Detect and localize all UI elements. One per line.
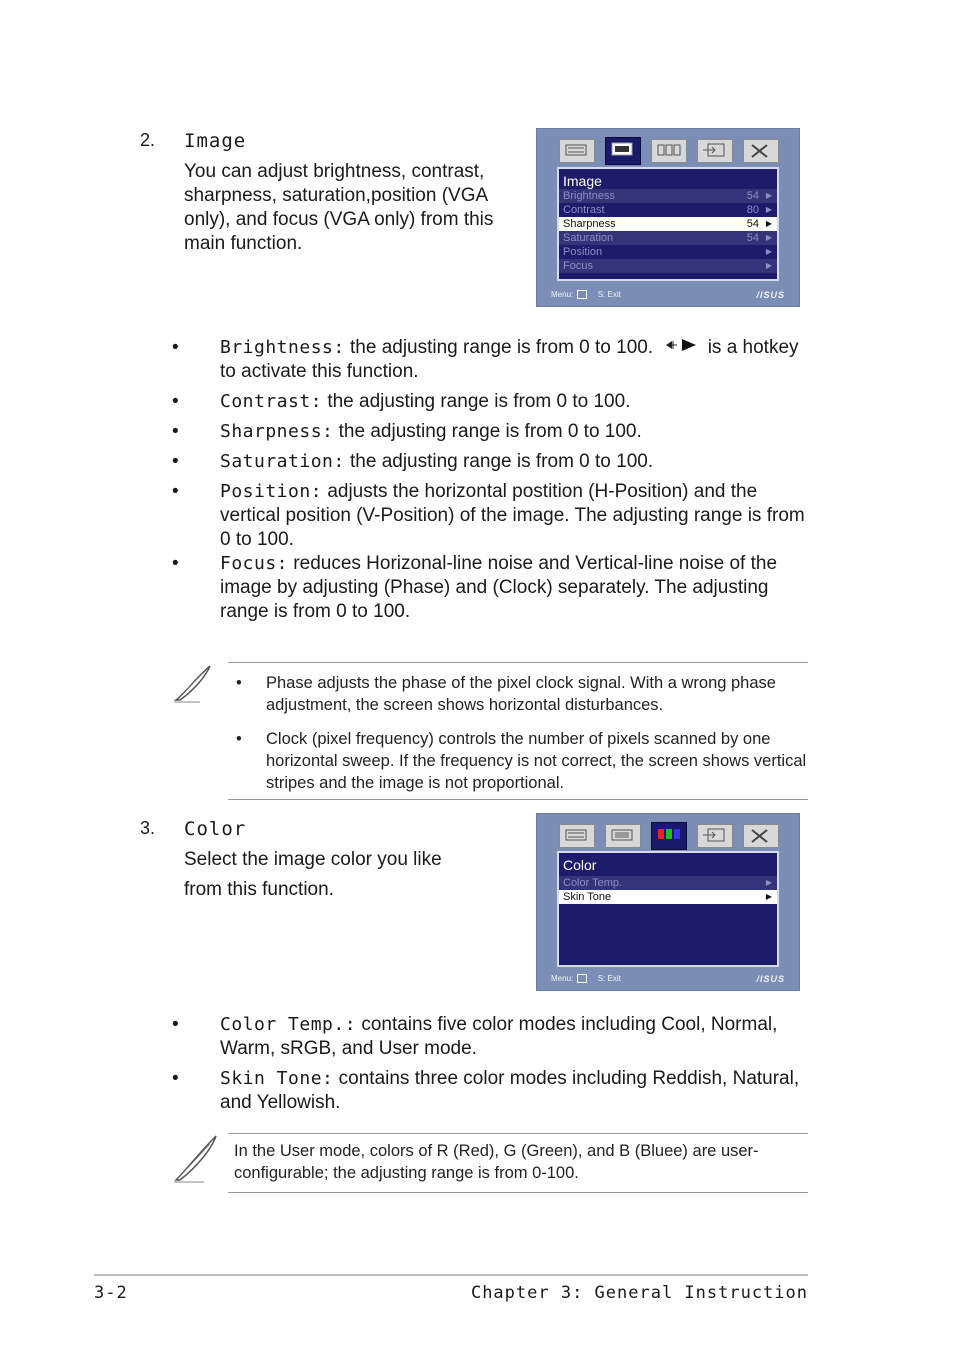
note-text: In the User mode, colors of R (Red), G (Green), and B (Bluee) are user-configurable; the adjusting range is from 0-100. bbox=[234, 1142, 759, 1182]
image-bullet-list bbox=[170, 336, 810, 630]
list-item bbox=[170, 552, 810, 624]
osd-footer-menu: Menu: bbox=[551, 974, 574, 983]
osd-row-value: 54 bbox=[746, 218, 759, 230]
note-text: Clock (pixel frequency) controls the number of pixels scanned by one horizontal sweep. If the frequency is not correct, the screen shows vertical stripes and the image is not proportional. bbox=[266, 730, 807, 792]
osd-row-label: Sharpness bbox=[563, 218, 616, 230]
arrow-right-icon: ▶ bbox=[765, 892, 772, 901]
arrow-right-icon: ▶ bbox=[765, 219, 772, 228]
image-osd-screenshot bbox=[536, 128, 800, 307]
tools-icon bbox=[743, 139, 779, 163]
brand-logo: /ISUS bbox=[756, 974, 785, 984]
osd-footer-menu: Menu: bbox=[551, 290, 574, 299]
rgb-icon bbox=[651, 139, 687, 163]
osd-tabs bbox=[547, 137, 789, 167]
list-item bbox=[170, 480, 810, 552]
osd-menu-title: Color bbox=[563, 857, 597, 873]
osd-menu-panel bbox=[557, 851, 779, 967]
osd-row-contrast bbox=[559, 203, 777, 217]
bullet-term: Saturation: bbox=[220, 451, 345, 473]
arrow-right-icon: ▶ bbox=[765, 205, 772, 214]
color-osd-screenshot bbox=[536, 813, 800, 991]
page-number: 3-2 bbox=[94, 1283, 128, 1303]
section-number: 2. bbox=[140, 130, 156, 150]
hotkey-arrow-icon bbox=[664, 336, 698, 360]
section-heading: Color bbox=[184, 818, 247, 840]
enter-icon bbox=[577, 290, 587, 299]
osd-row-value: 80 bbox=[746, 204, 759, 216]
osd-row-label: Brightness bbox=[563, 190, 615, 202]
osd-row-label: Focus bbox=[563, 260, 593, 272]
bullet: • bbox=[172, 1014, 179, 1035]
tools-icon bbox=[743, 824, 779, 848]
osd-footer bbox=[551, 290, 785, 302]
osd-row-position bbox=[559, 245, 777, 259]
osd-menu-panel bbox=[557, 167, 779, 281]
note-pen-icon bbox=[170, 664, 214, 709]
image-icon bbox=[605, 824, 641, 848]
bullet-term: Color Temp.: bbox=[220, 1014, 357, 1035]
rgb-icon bbox=[651, 822, 687, 850]
osd-row-skin-tone bbox=[559, 890, 777, 904]
arrow-right-icon: ▶ bbox=[765, 233, 772, 242]
bullet: • bbox=[236, 674, 242, 692]
bullet-text: contains three color modes including Reddish, Natural, and Yellowish. bbox=[220, 1068, 800, 1113]
bullet-text: the adjusting range is from 0 to 100. bbox=[333, 421, 642, 443]
arrow-right-icon: ▶ bbox=[765, 247, 772, 256]
arrow-right-icon: ▶ bbox=[765, 191, 772, 200]
osd-row-label: Contrast bbox=[563, 204, 605, 216]
osd-footer-exit: S: Exit bbox=[597, 290, 621, 299]
bullet: • bbox=[172, 451, 179, 473]
bullet: • bbox=[172, 1068, 179, 1089]
list-item bbox=[170, 1067, 810, 1115]
bullet-text: the adjusting range is from 0 to 100. bbox=[322, 391, 631, 413]
list-item bbox=[170, 420, 810, 444]
note-box bbox=[228, 1133, 808, 1193]
bullet: • bbox=[172, 553, 179, 575]
note-box bbox=[228, 662, 808, 800]
input-select-icon bbox=[697, 824, 733, 848]
osd-row-sharpness bbox=[559, 217, 777, 231]
osd-footer bbox=[551, 974, 785, 986]
section-intro: You can adjust brightness, contrast, sharpness, saturation,position (VGA only), and focus (VGA only) from this main function. bbox=[184, 161, 494, 254]
bullet-text: is a hotkey to activate this function. bbox=[220, 337, 799, 383]
bullet: • bbox=[172, 421, 179, 443]
brand-logo: /ISUS bbox=[756, 290, 785, 300]
bullet-term: Sharpness: bbox=[220, 421, 334, 443]
bullet-text: contains five color modes including Cool, Normal, Warm, sRGB, and User mode. bbox=[220, 1014, 778, 1059]
osd-row-value: 54 bbox=[746, 190, 759, 202]
bullet-text: the adjusting range is from 0 to 100. bbox=[344, 337, 654, 359]
list-item bbox=[170, 390, 810, 414]
chapter-title: Chapter 3: General Instruction bbox=[470, 1283, 808, 1303]
footer-divider bbox=[94, 1274, 808, 1276]
note-text: Phase adjusts the phase of the pixel clock signal. With a wrong phase adjustment, the screen shows horizontal disturbances. bbox=[266, 674, 776, 714]
osd-row-label: Saturation bbox=[563, 232, 614, 244]
osd-row-label: Color Temp. bbox=[563, 877, 623, 889]
image-icon bbox=[605, 137, 641, 165]
osd-row-focus bbox=[559, 259, 777, 273]
section-intro: Select the image color you like bbox=[184, 849, 442, 870]
bullet-term: Brightness: bbox=[220, 337, 345, 359]
bullet-text: reduces Horizonal-line noise and Vertical-line noise of the image by adjusting (Phase) and (Clock) separately. The adjusting range is from 0 to 100. bbox=[220, 553, 778, 623]
color-bullet-list bbox=[170, 1013, 810, 1121]
osd-row-value: 54 bbox=[746, 232, 759, 244]
bullet-text: adjusts the horizontal postition (H-Position) and the vertical position (V-Position) of the image. The adjusting range is from 0 to 100. bbox=[220, 481, 805, 551]
osd-menu-title: Image bbox=[563, 173, 602, 189]
osd-row-brightness bbox=[559, 189, 777, 203]
input-select-icon bbox=[697, 139, 733, 163]
section-number: 3. bbox=[140, 818, 156, 838]
section-heading: Image bbox=[184, 130, 247, 152]
bullet-term: Contrast: bbox=[220, 391, 323, 413]
bullet-term: Position: bbox=[220, 481, 323, 503]
bullet: • bbox=[172, 337, 179, 358]
bullet: • bbox=[236, 730, 242, 748]
note-list bbox=[228, 672, 808, 794]
list-item bbox=[170, 336, 810, 384]
bullet-term: Skin Tone: bbox=[220, 1068, 334, 1089]
list-item bbox=[228, 672, 808, 716]
arrow-right-icon: ▶ bbox=[765, 878, 772, 887]
osd-footer-exit: S: Exit bbox=[597, 974, 621, 983]
osd-tabs bbox=[547, 822, 789, 852]
osd-row-label: Position bbox=[563, 246, 603, 258]
list-item bbox=[228, 728, 808, 794]
bullet-text: the adjusting range is from 0 to 100. bbox=[344, 451, 654, 473]
osd-row-label: Skin Tone bbox=[563, 891, 612, 903]
bullet-term: Focus: bbox=[220, 553, 289, 575]
bullet: • bbox=[172, 391, 179, 413]
bullet: • bbox=[172, 481, 179, 503]
note-pen-icon bbox=[170, 1134, 220, 1189]
osd-row-color-temp bbox=[559, 876, 777, 890]
section-intro: from this function. bbox=[184, 879, 334, 900]
arrow-right-icon: ▶ bbox=[765, 261, 772, 270]
list-item bbox=[170, 450, 810, 474]
osd-row-saturation bbox=[559, 231, 777, 245]
enter-icon bbox=[577, 974, 587, 983]
list-item bbox=[170, 1013, 810, 1061]
sliders-icon bbox=[559, 824, 595, 848]
sliders-icon bbox=[559, 139, 595, 163]
